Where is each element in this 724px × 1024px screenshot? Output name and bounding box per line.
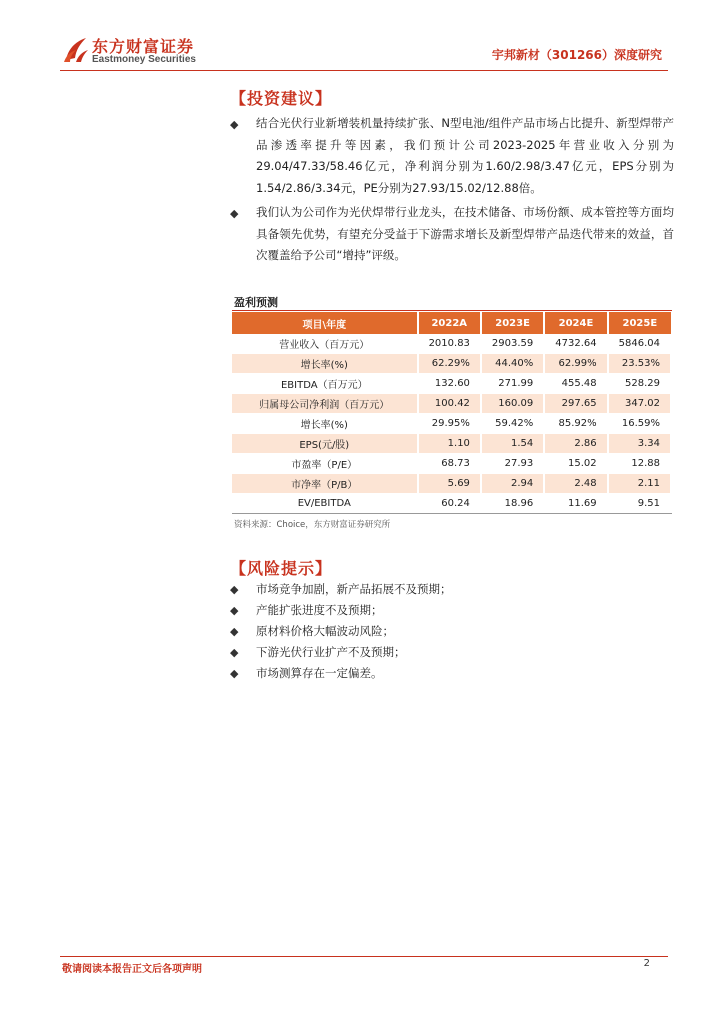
table-row — [232, 454, 671, 474]
table-cell: 18.96 — [481, 494, 544, 514]
row-label: 增长率(%) — [232, 354, 418, 374]
table-cell: 11.69 — [544, 494, 607, 514]
row-label: EBITDA（百万元） — [232, 374, 418, 394]
table-cell: 15.02 — [544, 454, 607, 474]
table-row — [232, 414, 671, 434]
table-cell: 60.24 — [418, 494, 481, 514]
table-cell: 1.10 — [418, 434, 481, 454]
table-cell: 62.99% — [544, 354, 607, 374]
table-cell: 528.29 — [608, 374, 671, 394]
forecast-table-title: 盈利预测 — [234, 296, 278, 309]
diamond-bullet-icon: ◆ — [230, 583, 239, 596]
table-cell: 2.48 — [544, 474, 607, 494]
table-cell: 2.86 — [544, 434, 607, 454]
table-cell: 2903.59 — [481, 334, 544, 354]
table-row — [232, 494, 671, 514]
risk-item: 下游光伏行业扩产不及预期； — [256, 645, 406, 659]
row-label: 营业收入（百万元） — [232, 334, 418, 354]
column-header: 2024E — [544, 312, 607, 334]
table-cell: 3.34 — [608, 434, 671, 454]
eastmoney-logo-icon — [62, 34, 90, 64]
row-label: EV/EBITDA — [232, 494, 418, 514]
table-cell: 62.29% — [418, 354, 481, 374]
risk-section-title: 【风险提示】 — [230, 559, 333, 578]
table-row — [232, 354, 671, 374]
diamond-bullet-icon: ◆ — [230, 207, 239, 220]
table-cell: 160.09 — [481, 394, 544, 414]
table-cell: 132.60 — [418, 374, 481, 394]
table-cell: 29.95% — [418, 414, 481, 434]
table-cell: 1.54 — [481, 434, 544, 454]
table-row — [232, 334, 671, 354]
page-number: 2 — [643, 958, 650, 969]
table-source-note: 资料来源：Choice，东方财富证券研究所 — [234, 520, 391, 530]
report-title: 宇邦新材（301266）深度研究 — [491, 48, 662, 62]
column-header: 项目\年度 — [232, 312, 418, 334]
diamond-bullet-icon: ◆ — [230, 604, 239, 617]
table-top-rule — [232, 310, 672, 311]
table-cell: 9.51 — [608, 494, 671, 514]
table-cell: 347.02 — [608, 394, 671, 414]
table-cell: 2.11 — [608, 474, 671, 494]
column-header: 2025E — [608, 312, 671, 334]
investment-paragraph: 结合光伏行业新增装机量持续扩张、N型电池/组件产品市场占比提升、新型焊带产品渗透率提升等因素，我们预计公司2023-2025年营业收入分别为29.04/47.33/58.46亿元，净利润分别为1.60/2.98/3.47亿元，EPS分别为1.54/2.86/3.34元，PE分别为27.93/15.02/12.88倍。 — [256, 116, 674, 195]
table-cell: 2010.83 — [418, 334, 481, 354]
table-cell: 100.42 — [418, 394, 481, 414]
risk-item: 市场测算存在一定偏差。 — [256, 666, 383, 680]
table-cell: 4732.64 — [544, 334, 607, 354]
table-cell: 12.88 — [608, 454, 671, 474]
table-cell: 297.65 — [544, 394, 607, 414]
brand-name-cn: 东方财富证券 — [92, 37, 195, 56]
table-cell: 455.48 — [544, 374, 607, 394]
diamond-bullet-icon: ◆ — [230, 625, 239, 638]
table-cell: 44.40% — [481, 354, 544, 374]
table-row — [232, 394, 671, 414]
row-label: 增长率(%) — [232, 414, 418, 434]
brand-name-en: Eastmoney Securities — [92, 54, 196, 65]
table-cell: 85.92% — [544, 414, 607, 434]
table-cell: 68.73 — [418, 454, 481, 474]
table-row — [232, 374, 671, 394]
risk-item: 产能扩张进度不及预期； — [256, 603, 383, 617]
row-label: 市盈率（P/E） — [232, 454, 418, 474]
risk-item: 市场竞争加剧，新产品拓展不及预期； — [256, 582, 452, 596]
header-divider — [60, 70, 668, 71]
table-cell: 2.94 — [481, 474, 544, 494]
row-label: EPS(元/股) — [232, 434, 418, 454]
investment-section-title: 【投资建议】 — [230, 89, 333, 108]
table-cell: 5846.04 — [608, 334, 671, 354]
table-header-row — [232, 312, 671, 334]
table-cell: 59.42% — [481, 414, 544, 434]
forecast-table — [232, 312, 672, 514]
row-label: 市净率（P/B） — [232, 474, 418, 494]
row-label: 归属母公司净利润（百万元） — [232, 394, 418, 414]
footer-disclaimer: 敬请阅读本报告正文后各项声明 — [62, 964, 202, 975]
investment-paragraph: 我们认为公司作为光伏焊带行业龙头，在技术储备、市场份额、成本管控等方面均具备领先优势，有望充分受益于下游需求增长及新型焊带产品迭代带来的效益，首次覆盖给予公司“增持”评级。 — [256, 205, 674, 262]
diamond-bullet-icon: ◆ — [230, 667, 239, 680]
table-cell: 27.93 — [481, 454, 544, 474]
table-row — [232, 434, 671, 454]
table-cell: 271.99 — [481, 374, 544, 394]
page-header — [0, 0, 724, 72]
footer-divider — [60, 956, 668, 957]
table-cell: 16.59% — [608, 414, 671, 434]
risk-item: 原材料价格大幅波动风险； — [256, 624, 394, 638]
column-header: 2022A — [418, 312, 481, 334]
table-row — [232, 474, 671, 494]
table-cell: 5.69 — [418, 474, 481, 494]
table-bottom-rule — [232, 513, 672, 514]
column-header: 2023E — [481, 312, 544, 334]
diamond-bullet-icon: ◆ — [230, 118, 239, 131]
diamond-bullet-icon: ◆ — [230, 646, 239, 659]
table-cell: 23.53% — [608, 354, 671, 374]
